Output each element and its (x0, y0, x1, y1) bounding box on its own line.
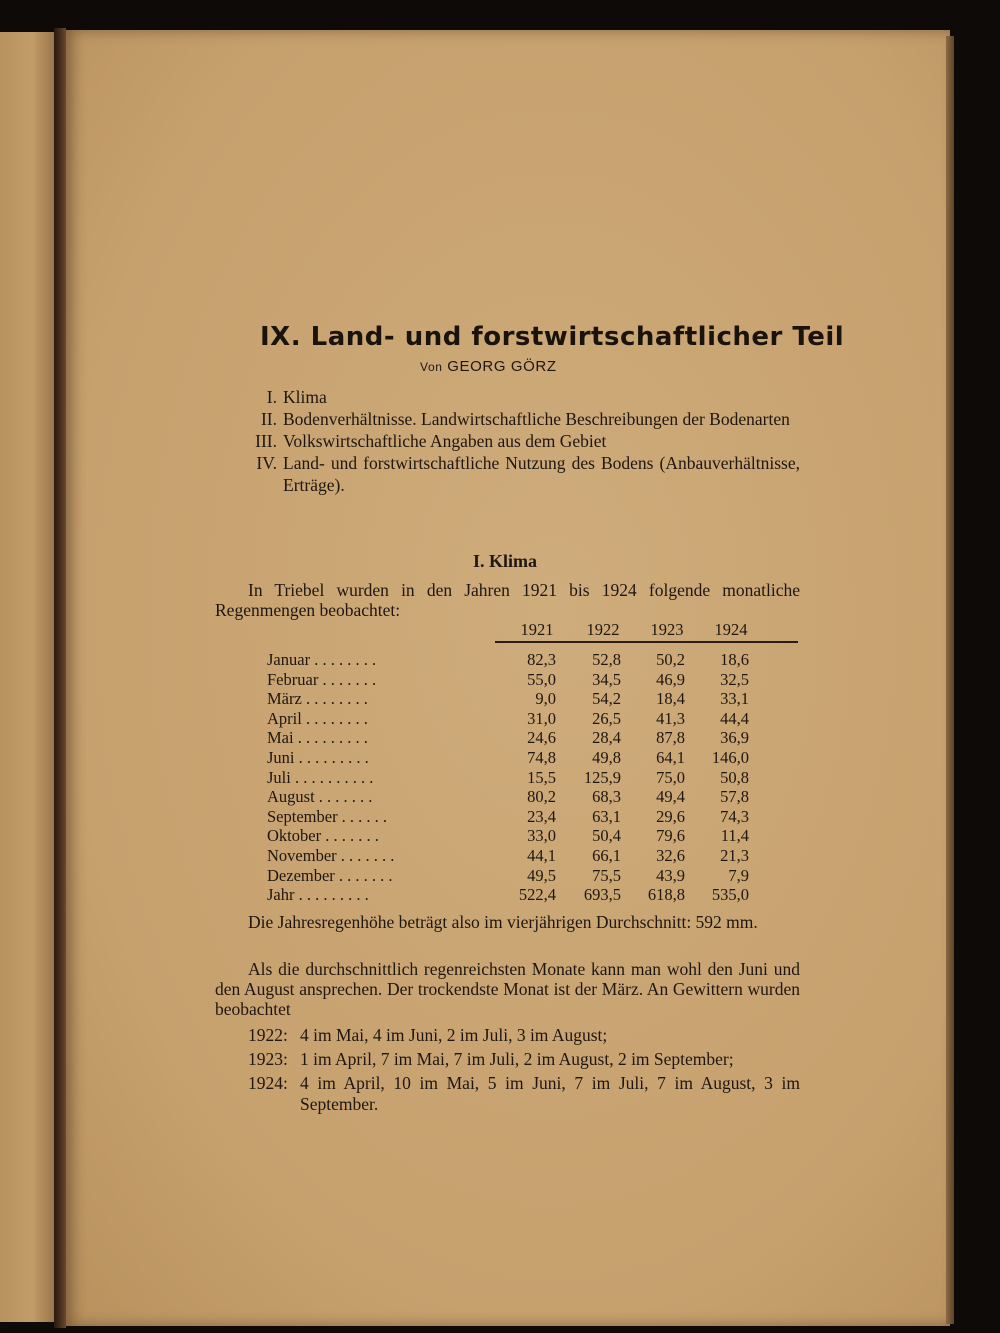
rainfall-value: 618,8 (647, 885, 685, 905)
rainfall-value: 125,9 (583, 767, 621, 787)
table-of-contents (215, 386, 800, 496)
months-paragraph (215, 959, 800, 1019)
thunderstorm-text: 4 im April, 10 im Mai, 5 im Juni, 7 im Juli, 7 im August, 3 im September. (300, 1073, 800, 1114)
rainfall-value: 64,1 (656, 747, 685, 767)
rainfall-value: 33,1 (720, 689, 749, 709)
month-label: Jahr . . . . . . . . . (267, 885, 369, 905)
rainfall-value: 36,9 (720, 728, 749, 748)
toc-text: Volkswirtschaftliche Angaben aus dem Gebiet (283, 431, 607, 451)
rainfall-value: 63,1 (592, 806, 621, 826)
rainfall-value: 11,4 (720, 826, 749, 846)
table-header (267, 620, 800, 642)
toc-text: Land- und forstwirtschaftliche Nutzung des Bodens (Anbauverhältnisse, Erträge). (283, 453, 800, 495)
rainfall-value: 50,4 (592, 826, 621, 846)
month-label: März . . . . . . . . (267, 689, 368, 709)
rainfall-value: 26,5 (592, 708, 621, 728)
toc-number: I. (266, 387, 277, 407)
table-body (267, 650, 800, 905)
rainfall-value: 75,0 (656, 767, 685, 787)
page-edge (946, 36, 954, 1324)
author-prefix: Von (420, 360, 443, 374)
table-row (267, 826, 800, 846)
rainfall-value: 9,0 (535, 689, 556, 709)
rainfall-value: 55,0 (527, 669, 556, 689)
rainfall-value: 82,3 (527, 650, 556, 669)
rainfall-value: 693,5 (583, 885, 621, 905)
rainfall-value: 66,1 (592, 845, 621, 865)
rainfall-value: 49,5 (527, 865, 556, 885)
book-spine (54, 28, 66, 1328)
month-label: Dezember . . . . . . . (267, 865, 393, 885)
column-header: 1923 (650, 620, 684, 639)
month-label: Februar . . . . . . . (267, 669, 377, 689)
rainfall-value: 68,3 (592, 787, 621, 807)
rainfall-value: 7,9 (728, 865, 749, 885)
months-text: Als die durchschnittlich regenreichsten Monate kann man wohl den Juni und den August ansprechen. Der trockendste Monat ist der März. An Gewittern wurden beobachtet (215, 959, 800, 1019)
rainfall-value: 21,3 (720, 845, 749, 865)
thunderstorm-list (248, 1025, 800, 1118)
rainfall-table (267, 620, 800, 905)
rainfall-value: 43,9 (656, 865, 685, 885)
toc-item (215, 386, 800, 408)
header-rule (495, 641, 798, 643)
column-header: 1922 (586, 620, 620, 639)
rainfall-value: 18,4 (656, 689, 685, 709)
thunderstorm-entry (248, 1049, 800, 1070)
toc-item (215, 452, 800, 496)
month-label: September . . . . . . (267, 806, 388, 826)
rainfall-value: 75,5 (592, 865, 621, 885)
table-row (267, 885, 800, 905)
rainfall-value: 33,0 (527, 826, 556, 846)
table-row (267, 748, 800, 768)
rainfall-value: 23,4 (527, 806, 556, 826)
average-paragraph (215, 912, 800, 932)
thunderstorm-entry (248, 1073, 800, 1115)
rainfall-value: 41,3 (656, 708, 685, 728)
rainfall-value: 49,4 (656, 787, 685, 807)
thunderstorm-year: 1924: (248, 1073, 288, 1093)
table-row (267, 670, 800, 690)
intro-text: In Triebel wurden in den Jahren 1921 bis 1924 folgende monatliche Regenmengen beobachtet: (215, 580, 800, 620)
thunderstorm-text: 4 im Mai, 4 im Juni, 2 im Juli, 3 im August; (300, 1025, 608, 1045)
rainfall-value: 49,8 (592, 747, 621, 767)
table-row (267, 787, 800, 807)
rainfall-value: 54,2 (592, 689, 621, 709)
thunderstorm-year: 1923: (248, 1049, 288, 1069)
rainfall-value: 28,4 (592, 728, 621, 748)
chapter-title: IX. Land- und forstwirtschaftlicher Teil (260, 322, 845, 352)
rainfall-value: 18,6 (720, 650, 749, 669)
rainfall-value: 34,5 (592, 669, 621, 689)
rainfall-value: 87,8 (656, 728, 685, 748)
rainfall-value: 24,6 (527, 728, 556, 748)
rainfall-value: 50,8 (720, 767, 749, 787)
rainfall-value: 50,2 (656, 650, 685, 669)
rainfall-value: 44,4 (720, 708, 749, 728)
average-text: Die Jahresregenhöhe beträgt also im vierjährigen Durchschnitt: 592 mm. (248, 912, 758, 932)
author-name: GEORG GÖRZ (447, 358, 557, 375)
thunderstorm-entry (248, 1025, 800, 1046)
rainfall-value: 146,0 (711, 747, 749, 767)
intro-paragraph (215, 580, 800, 620)
column-header: 1924 (714, 620, 748, 639)
toc-number: III. (255, 431, 277, 451)
month-label: August . . . . . . . (267, 787, 373, 807)
chapter-author (420, 358, 557, 375)
column-header: 1921 (520, 620, 554, 639)
rainfall-value: 80,2 (527, 787, 556, 807)
rainfall-value: 535,0 (711, 885, 749, 905)
month-label: November . . . . . . . (267, 845, 395, 865)
thunderstorm-text: 1 im April, 7 im Mai, 7 im Juli, 2 im August, 2 im September; (300, 1049, 734, 1069)
table-row (267, 650, 800, 670)
table-row (267, 768, 800, 788)
table-row (267, 709, 800, 729)
rainfall-value: 32,6 (656, 845, 685, 865)
facing-page-edge (0, 32, 54, 1322)
month-label: Mai . . . . . . . . . (267, 728, 368, 748)
month-label: Juli . . . . . . . . . . (267, 767, 374, 787)
rainfall-value: 52,8 (592, 650, 621, 669)
table-row (267, 807, 800, 827)
rainfall-value: 79,6 (656, 826, 685, 846)
toc-number: IV. (256, 453, 277, 473)
table-row (267, 866, 800, 886)
rainfall-value: 74,3 (720, 806, 749, 826)
toc-text: Klima (283, 387, 327, 407)
section-heading: I. Klima (472, 551, 537, 571)
rainfall-value: 74,8 (527, 747, 556, 767)
rainfall-value: 29,6 (656, 806, 685, 826)
rainfall-value: 32,5 (720, 669, 749, 689)
thunderstorm-year: 1922: (248, 1025, 288, 1045)
month-label: Oktober . . . . . . . (267, 826, 379, 846)
toc-number: II. (260, 409, 277, 429)
table-row (267, 728, 800, 748)
table-row (267, 846, 800, 866)
toc-item (215, 408, 800, 430)
rainfall-value: 522,4 (518, 885, 556, 905)
rainfall-value: 15,5 (527, 767, 556, 787)
table-row (267, 689, 800, 709)
month-label: Januar . . . . . . . . (267, 650, 377, 669)
rainfall-value: 31,0 (527, 708, 556, 728)
rainfall-value: 44,1 (527, 845, 556, 865)
month-label: Juni . . . . . . . . . (267, 747, 369, 767)
rainfall-value: 46,9 (656, 669, 685, 689)
month-label: April . . . . . . . . (267, 708, 368, 728)
rainfall-value: 57,8 (720, 787, 749, 807)
toc-item (215, 430, 800, 452)
toc-text: Bodenverhältnisse. Landwirtschaftliche Beschreibungen der Bodenarten (283, 409, 790, 429)
